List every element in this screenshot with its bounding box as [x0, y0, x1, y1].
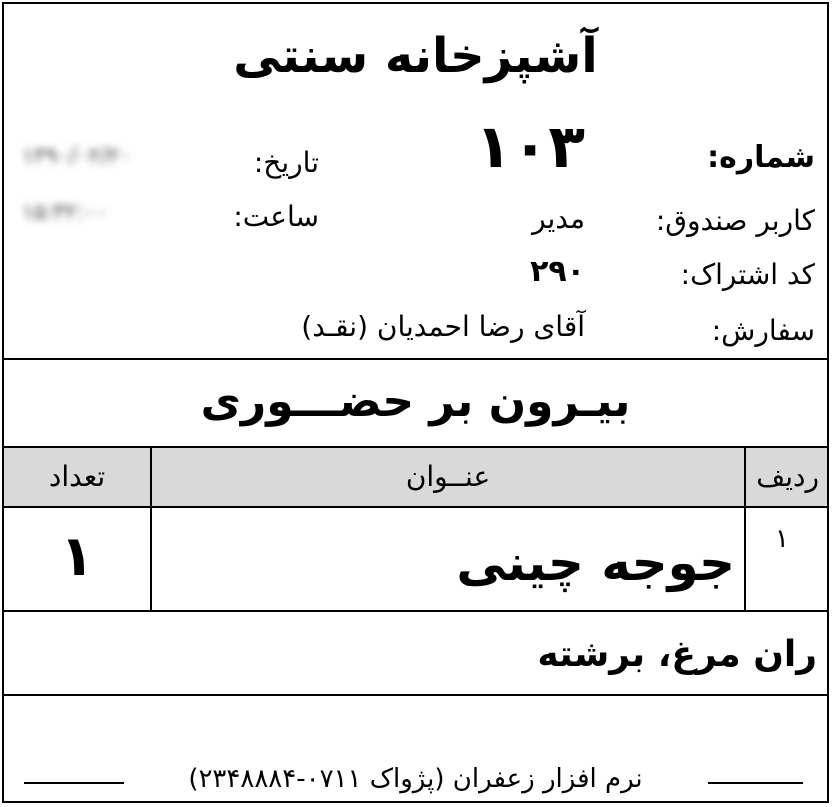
- divider: [4, 694, 827, 696]
- item-qty: ۱: [59, 524, 95, 589]
- footer-rule: [708, 782, 803, 784]
- header-title: عنــوان: [405, 460, 491, 493]
- row-number: ۱: [775, 524, 789, 554]
- header-qty: تعداد: [48, 460, 106, 493]
- cashier-value: مدیر: [532, 202, 585, 235]
- time-label: ساعت:: [233, 200, 319, 233]
- subscription-value: ۲۹۰: [530, 254, 585, 289]
- order-label: سفارش:: [711, 314, 815, 347]
- footer-text: نرم افزار زعفران (پژواک ۰۷۱۱-۲۳۴۸۸۸۴): [188, 764, 643, 794]
- item-description: ران مرغ، برشته: [537, 634, 817, 675]
- column-divider: [744, 446, 746, 612]
- footer-rule: [24, 782, 124, 784]
- header-row: ردیف: [756, 460, 819, 493]
- divider: [4, 358, 827, 360]
- receipt-frame: [2, 2, 829, 803]
- receipt-number: ۱۰۳: [475, 112, 585, 182]
- number-label: شماره:: [707, 140, 815, 175]
- divider: [4, 610, 827, 612]
- date-value: ۱۳۹۰/۰۲/۲۰: [22, 144, 132, 169]
- time-value: ۱۵:۳۲:۰۰: [22, 200, 108, 225]
- cashier-label: کاربر صندوق:: [655, 204, 815, 237]
- restaurant-title: آشپزخانه سنتی: [233, 28, 598, 84]
- order-value: آقای رضا احمدیان (نقـد): [301, 310, 585, 343]
- order-type: بیـرون بر حضـــوری: [200, 376, 631, 427]
- subscription-label: کد اشتراک:: [680, 258, 815, 291]
- item-title: جوجه چینی: [456, 534, 735, 592]
- date-label: تاریخ:: [253, 146, 319, 179]
